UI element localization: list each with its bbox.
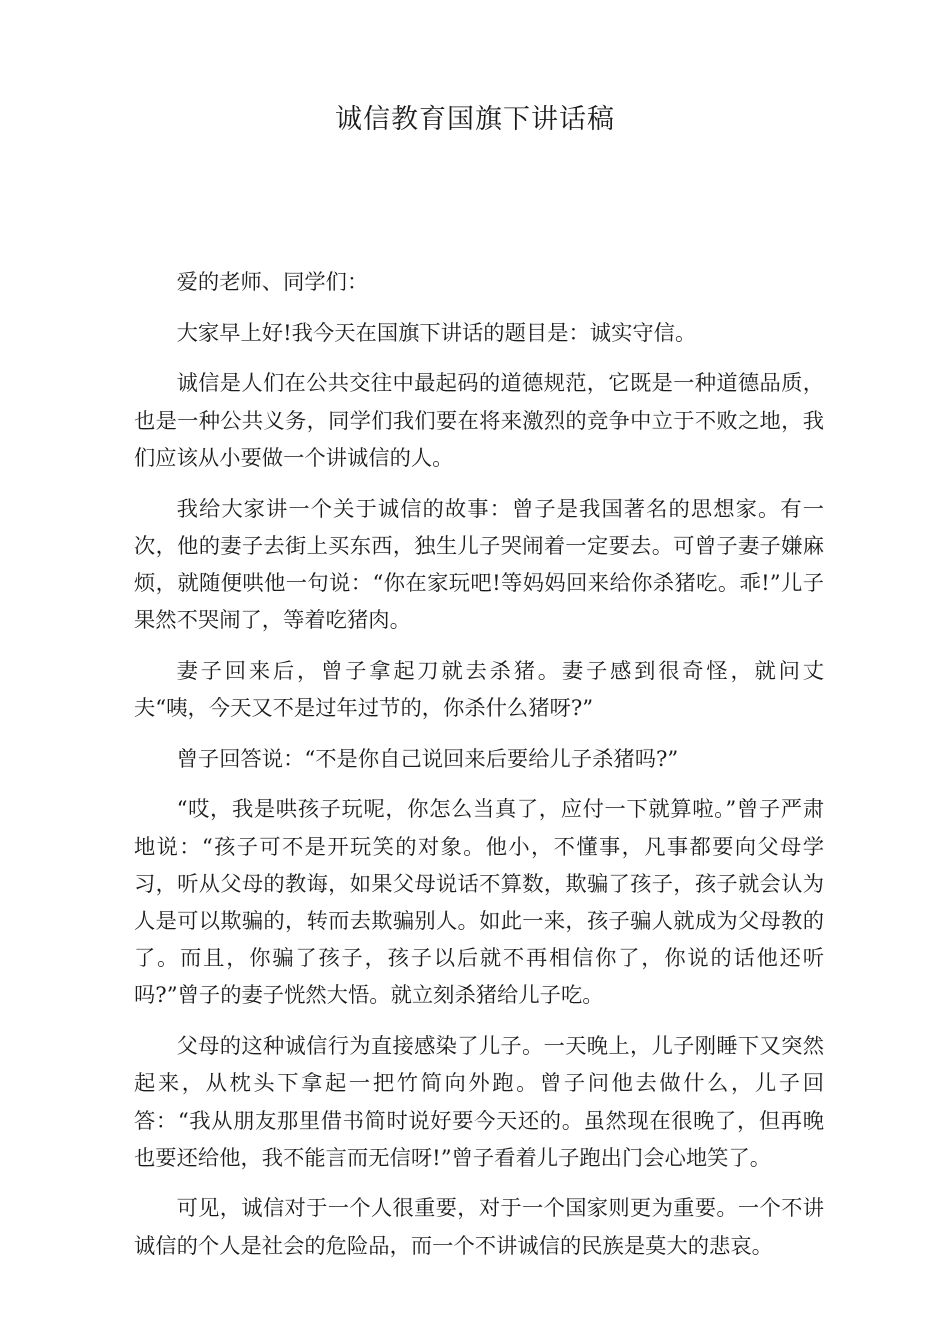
document-title: 诚信教育国旗下讲话稿: [335, 104, 615, 135]
paragraph-son-example: 父母的这种诚信行为直接感染了儿子。一天晚上，儿子刚睡下又突然起来，从枕头下拿起一把竹简向外跑。曾子问他去做什么，儿子回答：“我从朋友那里借书简时说好要今天还的。虽然现在很晚了，但再晚也要还给他，我不能言而无信呀!”曾子看着儿子跑出门会心地笑了。: [134, 1034, 824, 1171]
paragraph-wife-question: 妻子回来后，曾子拿起刀就去杀猪。妻子感到很奇怪，就问丈夫“咦，今天又不是过年过节的，你杀什么猪呀?”: [134, 658, 824, 722]
paragraph-greeting: 大家早上好!我今天在国旗下讲话的题目是：诚实守信。: [176, 320, 697, 346]
paragraph-story-intro: 我给大家讲一个关于诚信的故事：曾子是我国著名的思想家。有一次，他的妻子去街上买东西，独生儿子哭闹着一定要去。可曾子妻子嫌麻烦，就随便哄他一句说：“你在家玩吧!等妈妈回来给你杀猪吃。乖!”儿子果然不哭闹了，等着吃猪肉。: [134, 496, 824, 634]
paragraph-zengzi-answer: 曾子回答说：“不是你自己说回来后要给儿子杀猪吗?”: [176, 746, 679, 772]
paragraph-conclusion: 可见，诚信对于一个人很重要，对于一个国家则更为重要。一个不讲诚信的个人是社会的危险品，而一个不讲诚信的民族是莫大的悲哀。: [134, 1196, 824, 1259]
paragraph-salutation: 爱的老师、同学们：: [176, 270, 369, 295]
paragraph-zengzi-lesson: “哎，我是哄孩子玩呢，你怎么当真了，应付一下就算啦。”曾子严肃地说：“孩子可不是开玩笑的对象。他小，不懂事，凡事都要向父母学习，听从父母的教诲，如果父母说话不算数，欺骗了孩子，孩子就会认为人是可以欺骗的，转而去欺骗别人。如此一来，孩子骗人就成为父母教的了。而且，你骗了孩子，孩子以后就不再相信你了，你说的话他还听吗?”曾子的妻子恍然大悟。就立刻杀猪给儿子吃。: [134, 797, 824, 1009]
paragraph-definition: 诚信是人们在公共交往中最起码的道德规范，它既是一种道德品质，也是一种公共义务，同学们我们要在将来激烈的竞争中立于不败之地，我们应该从小要做一个讲诚信的人。: [134, 371, 824, 471]
document-body: [134, 264, 824, 1278]
